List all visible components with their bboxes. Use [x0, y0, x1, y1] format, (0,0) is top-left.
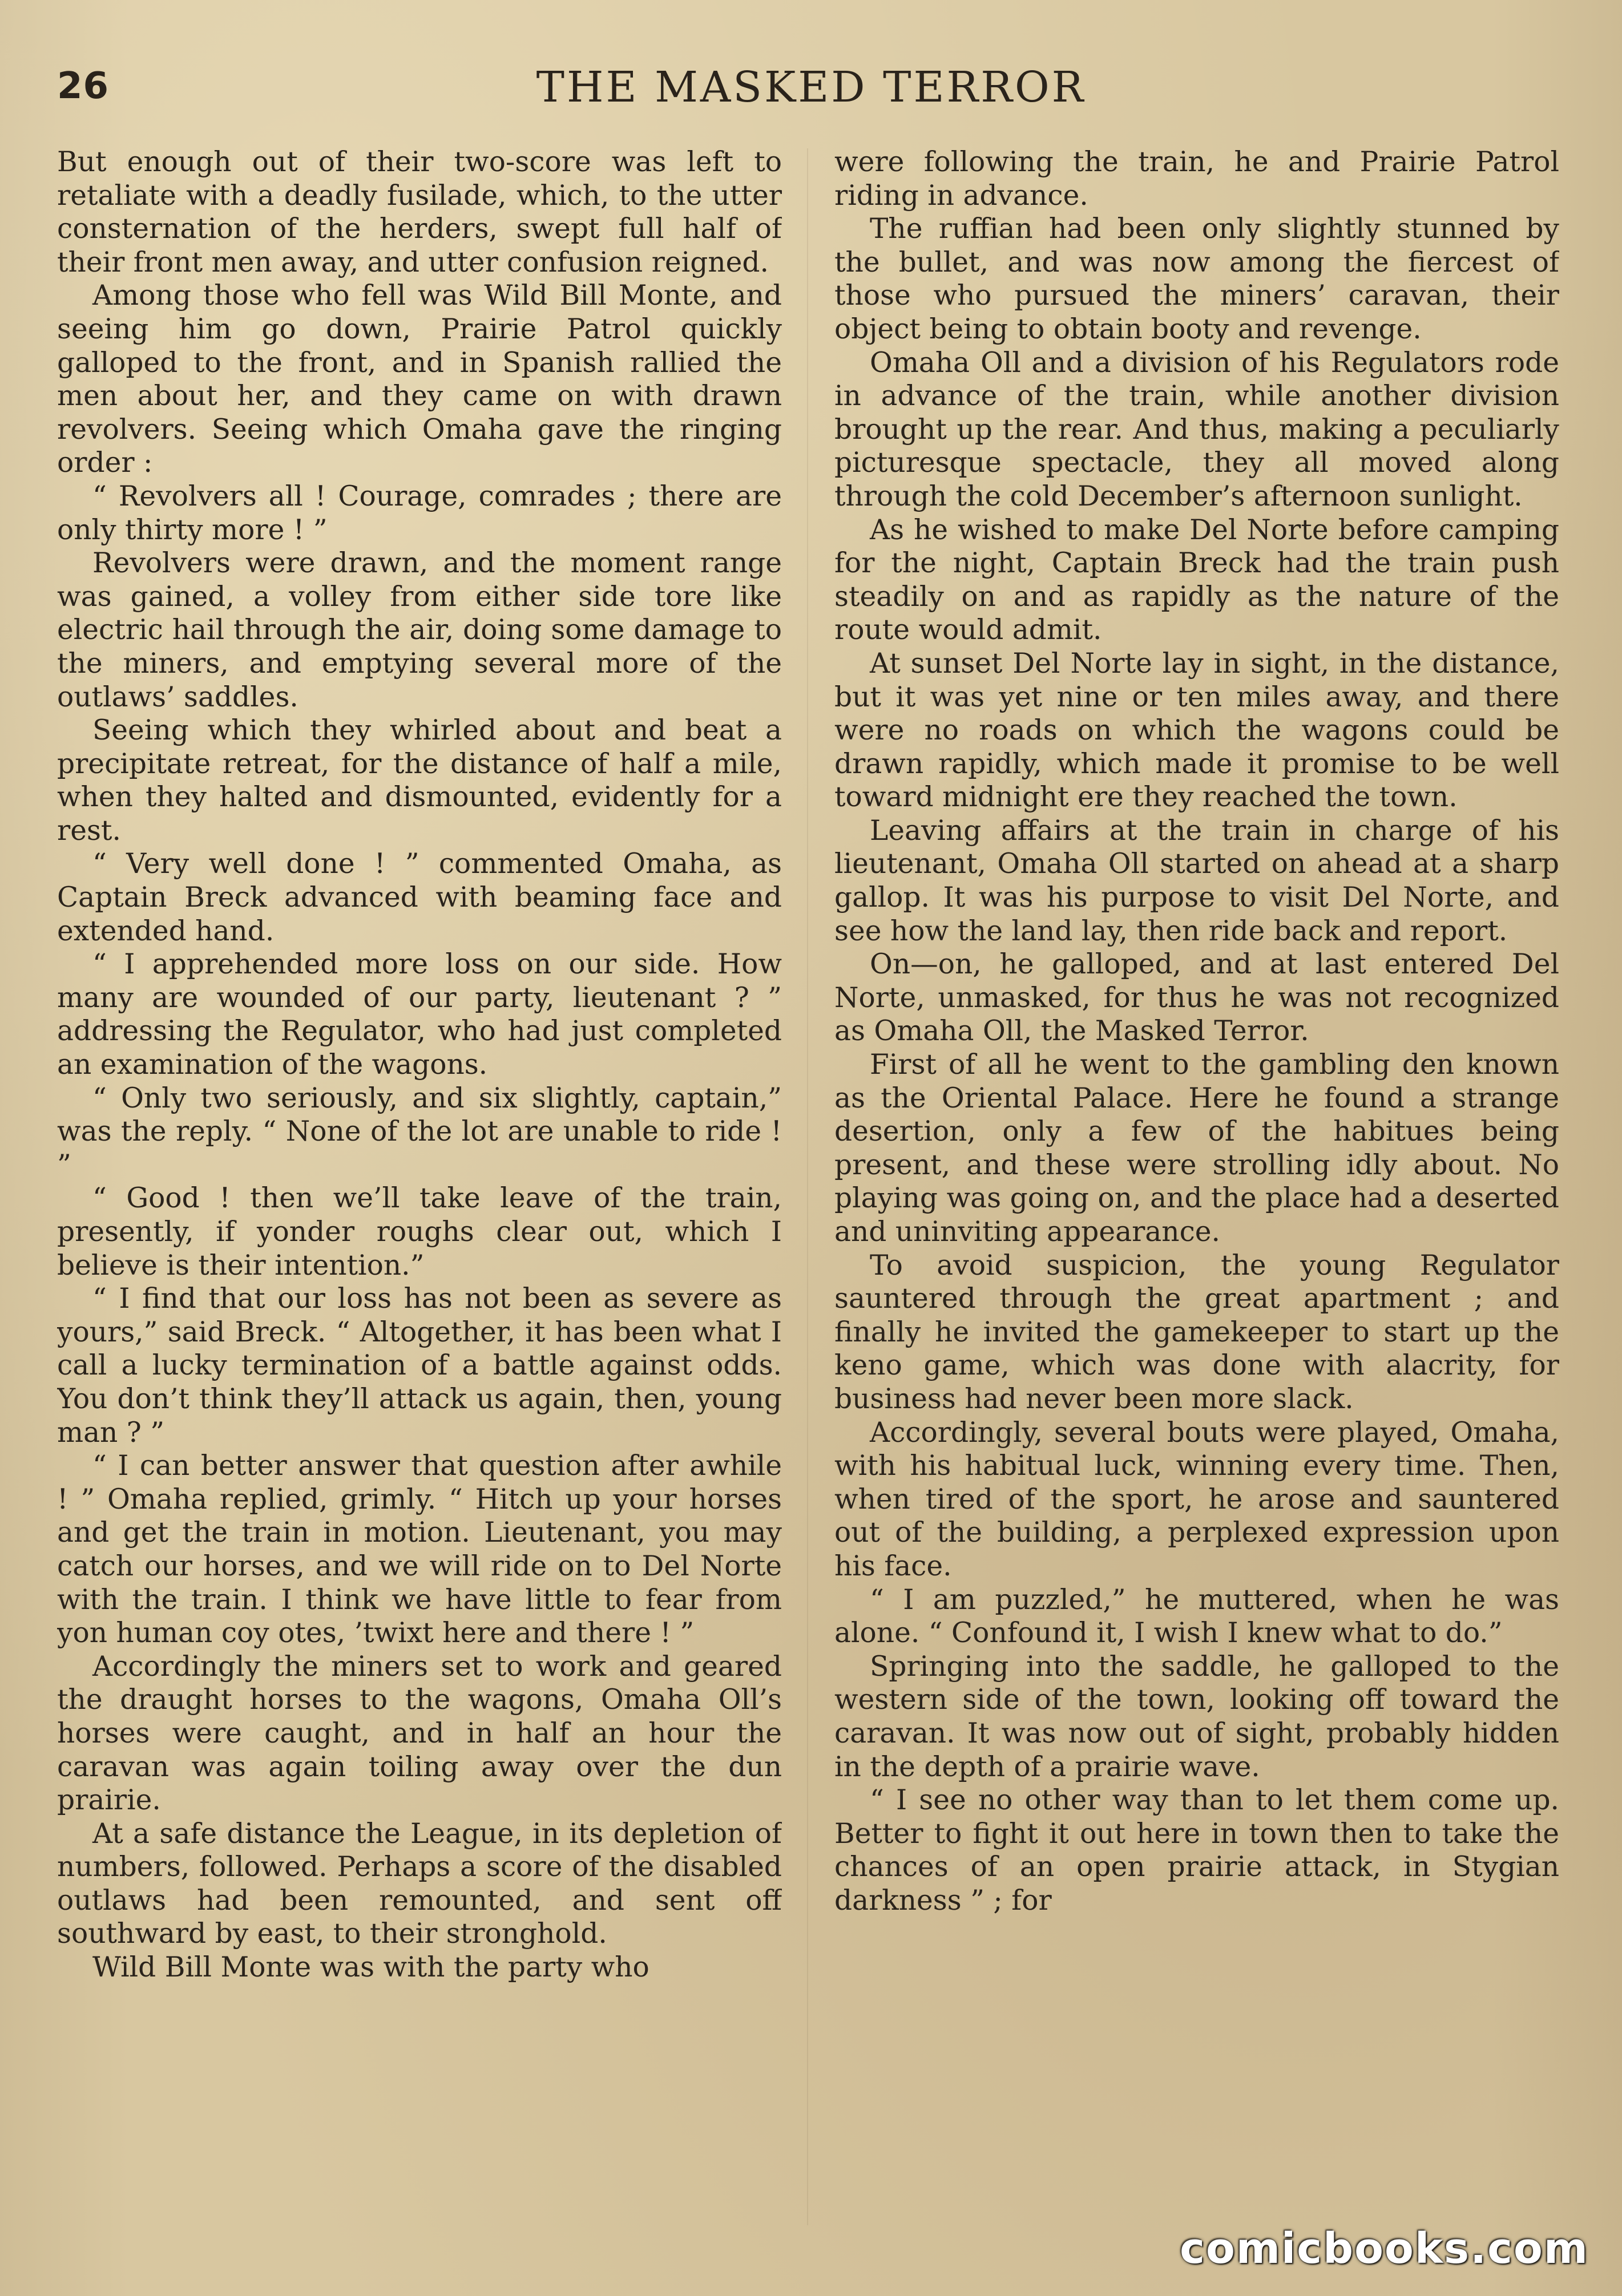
paragraph: The ruffian had been only slightly stunned by the bullet, and was now among the fiercest of those who pursued the miners’ caravan, their object being to obtain booty and revenge. — [834, 213, 1559, 345]
left-column — [57, 145, 782, 2228]
paragraph: Leaving affairs at the train in charge of his lieutenant, Omaha Oll started on ahead at a sharp gallop. It was his purpose to visit Del Norte, and see how the land lay, then ride back and report. — [834, 814, 1559, 947]
right-column — [834, 145, 1559, 2228]
paragraph: But enough out of their two-score was left to retaliate with a deadly fusilade, which, to the utter consternation of the herders, swept full half of their front men away, and utter confusion reigned. — [57, 146, 782, 278]
paragraph: Accordingly, several bouts were played, Omaha, with his habitual luck, winning every time. Then, when tired of the sport, he arose and sauntered out of the building, a perplexed expression upon his face. — [834, 1416, 1559, 1582]
paragraph: “ I apprehended more loss on our side. How many are wounded of our party, lieutenant ? ” addressing the Regulator, who had just completed an examination of the wagons. — [57, 948, 782, 1081]
paragraph: First of all he went to the gambling den known as the Oriental Palace. Here he found a strange desertion, only a few of the habitues being present, and these were strolling idly about. No playing was going on, and the place had a deserted and uninviting appearance. — [834, 1049, 1559, 1248]
paragraph: “ I can better answer that question after awhile ! ” Omaha replied, grimly. “ Hitch up your horses and get the train in motion. Lieutenant, you may catch our horses, and we will ride on to Del Norte with the train. I think we have little to fear from yon human coy otes, ’twixt here and there ! ” — [57, 1450, 782, 1650]
watermark: comicbooks.com — [1180, 2224, 1589, 2273]
paragraph: were following the train, he and Prairie Patrol riding in advance. — [834, 146, 1559, 212]
column-gutter — [807, 148, 808, 2225]
paragraph: Omaha Oll and a division of his Regulators rode in advance of the train, while another division brought up the rear. And thus, making a peculiarly picturesque spectacle, they all moved along through the cold December’s afternoon sunlight. — [834, 346, 1559, 512]
paragraph: “ Only two seriously, and six slightly, captain,” was the reply. “ None of the lot are unable to ride ! ” — [57, 1082, 782, 1181]
page-header — [0, 57, 1622, 120]
paragraph: “ I find that our loss has not been as severe as yours,” said Breck. “ Altogether, it has been what I call a lucky termination of a battle against odds. You don’t think they’ll attack us again, then, young man ? ” — [57, 1283, 782, 1449]
paragraph: “ Good ! then we’ll take leave of the train, presently, if yonder roughs clear out, which I believe is their intention.” — [57, 1182, 782, 1282]
paragraph: “ I see no other way than to let them come up. Better to fight it out here in town then to take the chances of an open prairie attack, in Stygian darkness ” ; for — [834, 1784, 1559, 1917]
paragraph: Revolvers were drawn, and the moment range was gained, a volley from either side tore like electric hail through the air, doing some damage to the miners, and emptying several more of the outlaws’ saddles. — [57, 547, 782, 713]
paragraph: To avoid suspicion, the young Regulator sauntered through the great apartment ; and finally he invited the gamekeeper to start up the keno game, which was done with alacrity, for business had never been more slack. — [834, 1249, 1559, 1415]
paragraph: Among those who fell was Wild Bill Monte, and seeing him go down, Prairie Patrol quickly galloped to the front, and in Spanish rallied the men about her, and they came on with drawn revolvers. Seeing which Omaha gave the ringing order : — [57, 280, 782, 479]
paragraph: As he wished to make Del Norte before camping for the night, Captain Breck had the train push steadily on and as rapidly as the nature of the route would admit. — [834, 514, 1559, 646]
paragraph: On—on, he galloped, and at last entered Del Norte, unmasked, for thus he was not recognized as Omaha Oll, the Masked Terror. — [834, 948, 1559, 1048]
paragraph: “ Very well done ! ” commented Omaha, as Captain Breck advanced with beaming face and extended hand. — [57, 848, 782, 947]
paragraph: Seeing which they whirled about and beat a precipitate retreat, for the distance of half a mile, when they halted and dismounted, evidently for a rest. — [57, 714, 782, 847]
paragraph: “ Revolvers all ! Courage, comrades ; there are only thirty more ! ” — [57, 480, 782, 546]
paragraph: At a safe distance the League, in its depletion of numbers, followed. Perhaps a score of the disabled outlaws had been remounted, and sent off southward by east, to their stronghold. — [57, 1817, 782, 1950]
paragraph: At sunset Del Norte lay in sight, in the distance, but it was yet nine or ten miles away, and there were no roads on which the wagons could be drawn rapidly, which made it promise to be well toward midnight ere they reached the town. — [834, 647, 1559, 814]
paragraph: Wild Bill Monte was with the party who — [92, 1951, 649, 1984]
page-number: 26 — [57, 65, 110, 107]
running-title: THE MASKED TERROR — [536, 63, 1086, 112]
paragraph: Accordingly the miners set to work and geared the draught horses to the wagons, Omaha Oll’s horses were caught, and in half an hour the caravan was again toiling away over the dun prairie. — [57, 1650, 782, 1817]
paragraph: Springing into the saddle, he galloped to the western side of the town, looking off toward the caravan. It was now out of sight, probably hidden in the depth of a prairie wave. — [834, 1650, 1559, 1783]
paragraph: “ I am puzzled,” he muttered, when he was alone. “ Confound it, I wish I knew what to do.” — [834, 1583, 1559, 1650]
